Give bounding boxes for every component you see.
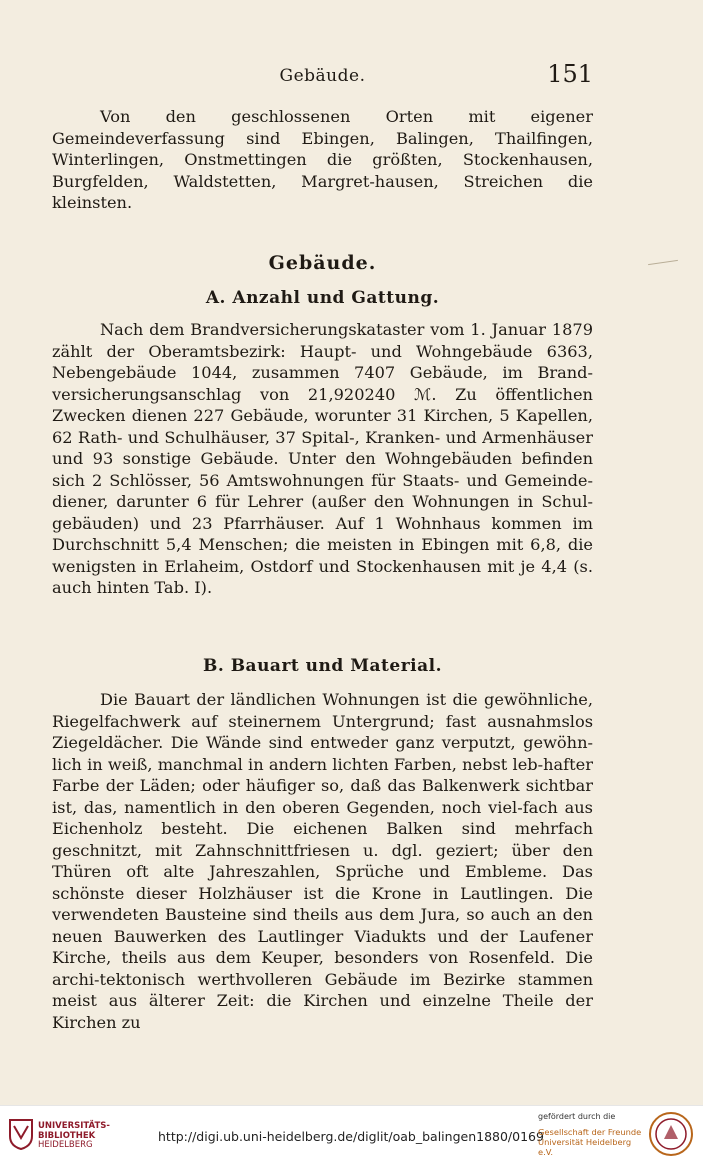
university-line: HEIDELBERG <box>38 1140 93 1150</box>
section-a-paragraph-block <box>52 319 593 599</box>
sponsor-block <box>538 1112 648 1157</box>
university-line: BIBLIOTHEK <box>38 1130 96 1141</box>
footer-bar <box>0 1105 703 1160</box>
permalink-url[interactable]: http://digi.ub.uni-heidelberg.de/diglit/oab_balingen1880/0169 <box>158 1129 544 1144</box>
page-number: 151 <box>547 60 593 88</box>
section-b-paragraph-block <box>52 689 593 1033</box>
sponsor-line: Universität Heidelberg e.V. <box>538 1137 632 1157</box>
running-head: Gebäude. <box>279 66 366 86</box>
intro-paragraph-block <box>52 106 593 214</box>
university-library-name <box>38 1122 110 1151</box>
section-b-heading: B. Bauart und Material. <box>202 656 443 676</box>
seal-icon <box>648 1111 694 1157</box>
section-a-paragraph: Nach dem Brandversicherungskataster vom 1. Januar 1879 zählt der Oberamtsbezirk: Haupt- und Wohngebäude 6363, Nebengebäude 1044, zusammen 7407 Gebäude, im Brand-versicherungsanschlag von 21,920240 ℳ. Zu öffentlichen Zwecken dienen 227 Gebäude, worunter 31 Kirchen, 5 Kapellen, 62 Rath- und Schulhäuser, 37 Spital-, Kranken- und Armenhäuser und 93 sonstige Gebäude. Unter den Wohngebäuden befinden sich 2 Schlösser, 56 Amtswohnungen für Staats- und Gemeinde-diener, darunter 6 für Lehrer (außer den Wohnungen in Schul-gebäuden) und 23 Pfarrhäuser. Auf 1 Wohnhaus kommen im Durchschnitt 5,4 Menschen; die meisten in Ebingen mit 6,8, die wenigsten in Erlaheim, Ostdorf und Stockenhausen mit je 4,4 (s. auch hinten Tab. I). <box>52 320 593 597</box>
section-a-heading: A. Anzahl und Gattung. <box>205 288 440 308</box>
university-crest-icon <box>8 1118 34 1150</box>
chapter-heading: Gebäude. <box>268 252 377 274</box>
university-line: UNIVERSITÄTS- <box>38 1121 110 1131</box>
sponsor-intro: gefördert durch die <box>538 1112 616 1121</box>
section-b-paragraph: Die Bauart der ländlichen Wohnungen ist die gewöhnliche, Riegelfachwerk auf steinernem Untergrund; fast ausnahmslos Ziegeldächer. Die Wände sind entweder ganz verputzt, gewöhn-lich in weiß, manchmal in andern lichten Farben, nebst leb-hafter Farbe der Läden; oder häufiger so, daß das Balkenwerk sichtbar ist, das, namentlich in den oberen Gegenden, noch viel-fach aus Eichenholz besteht. Die eichenen Balken sind mehrfach geschnitzt, mit Zahnschnittfriesen u. dgl. geziert; über den Thüren oft alte Jahreszahlen, Sprüche und Embleme. Das schönste dieser Holzhäuser ist die Krone in Lautlingen. Die verwendeten Bausteine sind theils aus dem Jura, so auch an den neuen Bauwerken des Lautlinger Viadukts und der Laufener Kirche, theils aus dem Keuper, besonders von Rosenfeld. Die archi-tektonisch werthvolleren Gebäude im Bezirke stammen meist aus älterer Zeit: die Kirchen und einzelne Theile der Kirchen zu <box>52 690 593 1032</box>
intro-paragraph: Von den geschlossenen Orten mit eigener Gemeindeverfassung sind Ebingen, Balingen, Thailfingen, Winterlingen, Onstmettingen die größten, Stockenhausen, Burgfelden, Waldstetten, Margret-hausen, Streichen die kleinsten. <box>52 107 593 212</box>
margin-mark <box>648 260 678 265</box>
sponsor-line: Gesellschaft der Freunde <box>538 1127 642 1137</box>
page-header <box>52 60 593 90</box>
